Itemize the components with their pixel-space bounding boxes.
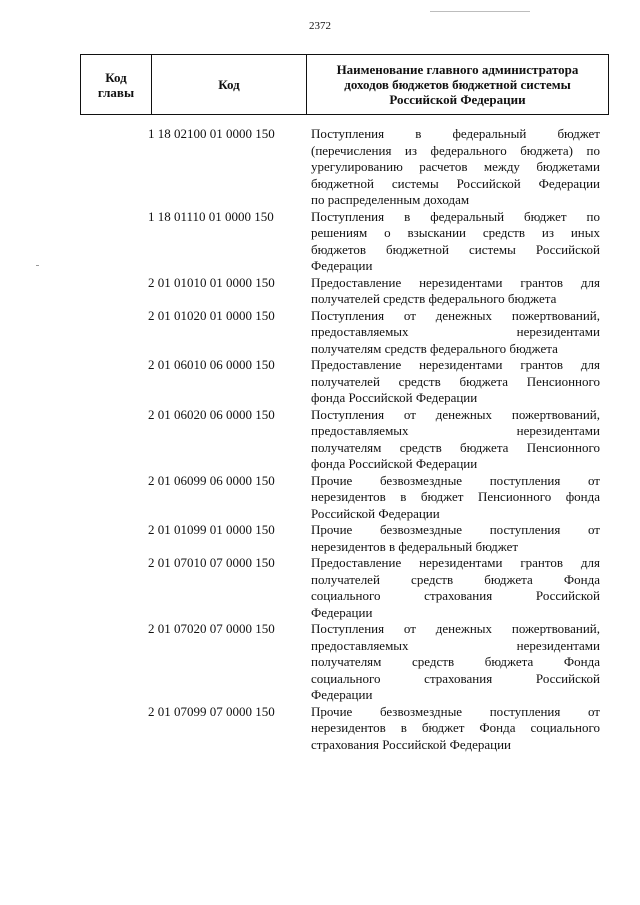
scan-dot xyxy=(36,265,39,266)
row-code: 2 01 06099 06 0000 150 xyxy=(148,472,275,488)
word: Российской xyxy=(535,588,600,603)
word: системы xyxy=(391,175,439,191)
word: Поступления xyxy=(311,406,385,422)
word: федеральный xyxy=(452,126,527,141)
row-code: 1 18 01110 01 0000 150 xyxy=(148,208,274,224)
description-line xyxy=(311,176,600,193)
row-code: 2 01 01099 01 0000 150 xyxy=(148,522,275,537)
word: Российской xyxy=(456,175,521,191)
row-code: 2 01 07020 07 0000 150 xyxy=(148,621,275,636)
word: нерезидентами xyxy=(516,423,600,438)
word: между xyxy=(483,159,520,174)
row-code: 2 01 07010 07 0000 150 xyxy=(148,555,275,570)
word: иных xyxy=(570,225,600,240)
row-description xyxy=(305,126,600,209)
header-table xyxy=(80,54,609,115)
word: Фонда xyxy=(563,571,600,587)
description-line: фонда Российской Федерации xyxy=(311,390,478,405)
header-chapter-code xyxy=(81,55,152,115)
word: взыскании xyxy=(407,225,466,240)
word: денежных xyxy=(435,307,493,323)
word: страхования xyxy=(424,670,493,686)
table-row xyxy=(80,308,608,358)
word: в xyxy=(415,126,422,141)
word: нерезидентами xyxy=(516,324,600,339)
table-row xyxy=(80,407,608,473)
description-line: нерезидентов в федеральный бюджет xyxy=(311,538,519,554)
word: бюджета xyxy=(484,571,533,587)
table-row xyxy=(80,357,608,407)
description-line xyxy=(311,225,600,242)
description-line xyxy=(311,126,600,143)
header-name-line-3: Российской Федерации xyxy=(389,92,526,107)
word: бюджет xyxy=(557,126,600,141)
header-chapter-line-2: главы xyxy=(97,84,135,100)
description-line xyxy=(311,654,600,671)
word: социального xyxy=(311,588,381,603)
description-line xyxy=(311,473,600,490)
word: пожертвований, xyxy=(511,621,600,636)
word: в xyxy=(400,720,407,735)
word: от xyxy=(587,703,600,719)
word: безвозмездные xyxy=(379,472,463,488)
word: безвозмездные xyxy=(379,703,463,719)
word: получателям xyxy=(311,439,382,455)
word: средств xyxy=(412,654,455,669)
word: пожертвований, xyxy=(511,406,600,422)
word: для xyxy=(580,555,600,570)
description-line xyxy=(311,671,600,688)
word: Поступления xyxy=(311,307,385,323)
word: Поступления xyxy=(311,621,385,636)
word: бюджетов xyxy=(311,241,367,257)
row-description xyxy=(305,308,600,358)
word: бюджетами xyxy=(536,159,600,174)
header-row xyxy=(81,55,609,115)
rows-list xyxy=(80,126,608,753)
row-description xyxy=(305,704,600,754)
word: нерезидентами xyxy=(419,555,503,570)
description-line xyxy=(311,720,600,737)
row-description xyxy=(305,522,600,555)
header-name-line-2: доходов бюджетов бюджетной системы xyxy=(344,77,571,92)
word: расчетов xyxy=(419,159,468,174)
word: из xyxy=(541,225,554,240)
description-line xyxy=(311,324,600,341)
word: нерезидентов xyxy=(311,489,386,504)
description-line xyxy=(311,555,600,572)
description-line: получателям средств федерального бюджета xyxy=(311,340,558,356)
word: поступления xyxy=(489,472,561,488)
word: нерезидентами xyxy=(419,274,503,290)
word: поступления xyxy=(489,522,561,537)
word: бюджета xyxy=(459,373,508,389)
word: поступления xyxy=(489,703,561,719)
word: бюджет xyxy=(421,720,465,735)
row-code: 2 01 01010 01 0000 150 xyxy=(148,274,275,290)
word: Предоставление xyxy=(311,357,402,372)
word: пожертвований, xyxy=(511,307,600,323)
row-code: 2 01 07099 07 0000 150 xyxy=(148,703,275,719)
word: Пенсионного xyxy=(526,373,600,389)
word: для xyxy=(580,274,600,290)
word: социального xyxy=(311,670,381,686)
row-code: 2 01 06010 06 0000 150 xyxy=(148,357,275,372)
word: по xyxy=(586,208,600,224)
description-line xyxy=(311,423,600,440)
description-line xyxy=(311,275,600,292)
header-name xyxy=(307,55,609,115)
word: нерезидентами xyxy=(516,637,600,653)
word: Поступления xyxy=(311,208,385,224)
word: страхования xyxy=(424,588,493,603)
word: предоставляемых xyxy=(311,324,409,339)
word: решениям xyxy=(311,225,368,240)
word: безвозмездные xyxy=(379,522,463,537)
table-row xyxy=(80,209,608,275)
row-description xyxy=(305,621,600,704)
word: грантов xyxy=(520,555,564,570)
word: грантов xyxy=(520,357,564,372)
row-code: 2 01 01020 01 0000 150 xyxy=(148,307,275,323)
word: бюджет xyxy=(524,208,567,224)
description-line: Федерации xyxy=(311,687,373,702)
description-line xyxy=(311,704,600,721)
word: денежных xyxy=(435,621,493,636)
word: Фонда xyxy=(563,654,600,669)
word: Фонда xyxy=(479,720,516,735)
description-line xyxy=(311,209,600,226)
word: предоставляемых xyxy=(311,423,409,438)
word: от xyxy=(403,406,416,422)
description-line xyxy=(311,242,600,259)
word: системы xyxy=(468,241,516,257)
word: о xyxy=(384,225,391,240)
word: от xyxy=(403,621,416,636)
word: денежных xyxy=(435,406,493,422)
header-name-line-1: Наименование главного администратора xyxy=(336,62,579,77)
scan-mark xyxy=(430,11,530,12)
word: получателей xyxy=(311,571,380,587)
word: Российской xyxy=(535,670,600,686)
word: бюджет xyxy=(420,489,464,504)
row-code: 1 18 02100 01 0000 150 xyxy=(148,126,275,141)
word: нерезидентов xyxy=(311,720,386,735)
word: социального xyxy=(530,720,600,735)
description-line xyxy=(311,407,600,424)
description-line xyxy=(311,159,600,176)
word: средств xyxy=(411,571,454,587)
word: по xyxy=(586,142,600,158)
word: урегулированию xyxy=(311,159,403,174)
word: грантов xyxy=(520,274,564,290)
word: бюджета) xyxy=(520,142,573,158)
description-line: фонда Российской Федерации xyxy=(311,456,478,471)
table-row xyxy=(80,555,608,621)
word: Предоставление xyxy=(311,274,402,290)
row-description xyxy=(305,407,600,473)
description-line xyxy=(311,308,600,325)
word: из xyxy=(404,142,418,158)
description-line: получателей средств федерального бюджета xyxy=(311,291,557,306)
word: федерального xyxy=(430,142,507,158)
table-row xyxy=(80,522,608,555)
word: Прочие xyxy=(311,703,353,719)
word: Пенсионного xyxy=(526,439,600,455)
description-line xyxy=(311,143,600,160)
word: от xyxy=(403,307,416,323)
word: средств xyxy=(399,439,442,455)
table-row xyxy=(80,126,608,209)
table-row xyxy=(80,473,608,523)
word: в xyxy=(400,489,407,504)
table-row xyxy=(80,621,608,704)
word: получателям xyxy=(311,654,382,669)
word: средств xyxy=(398,373,441,389)
word: фонда xyxy=(565,489,600,504)
word: бюджета xyxy=(459,439,509,455)
row-code: 2 01 06020 06 0000 150 xyxy=(148,406,275,422)
description-line: Федерации xyxy=(311,258,373,273)
word: Российской xyxy=(535,241,600,257)
word: от xyxy=(587,522,600,537)
description-line xyxy=(311,357,600,374)
description-line: Российской Федерации xyxy=(311,505,440,521)
word: Предоставление xyxy=(311,555,402,570)
description-line xyxy=(311,489,600,506)
description-line xyxy=(311,588,600,605)
header-code: Код xyxy=(152,55,307,115)
description-line: страхования Российской Федерации xyxy=(311,736,511,752)
row-description xyxy=(305,555,600,621)
row-description xyxy=(305,473,600,523)
description-line xyxy=(311,440,600,457)
description-line: по распределенным доходам xyxy=(311,192,470,207)
word: Прочие xyxy=(311,522,353,537)
word: бюджета xyxy=(484,654,534,669)
word: предоставляемых xyxy=(311,637,409,653)
word: от xyxy=(587,472,600,488)
table-row xyxy=(80,275,608,308)
row-description xyxy=(305,357,600,407)
description-line: Федерации xyxy=(311,604,373,620)
word: (перечисления xyxy=(311,142,392,158)
header-chapter-line-1: Код xyxy=(105,69,127,85)
word: бюджетной xyxy=(311,175,374,191)
word: бюджетной xyxy=(386,241,449,257)
description-line xyxy=(311,374,600,391)
word: Федерации xyxy=(538,175,600,191)
page-number: 2372 xyxy=(309,20,331,32)
description-line xyxy=(311,572,600,589)
word: нерезидентами xyxy=(419,357,503,372)
word: средств xyxy=(482,225,525,240)
description-line xyxy=(311,638,600,655)
description-line xyxy=(311,522,600,539)
table-row xyxy=(80,704,608,754)
description-line xyxy=(311,621,600,638)
word: Прочие xyxy=(311,472,353,488)
row-description xyxy=(305,275,600,308)
row-description xyxy=(305,209,600,275)
word: Поступления xyxy=(311,126,385,141)
word: в xyxy=(404,208,411,224)
word: получателей xyxy=(311,373,380,389)
word: для xyxy=(580,357,600,372)
word: федеральный xyxy=(430,208,505,224)
word: Пенсионного xyxy=(477,489,552,504)
